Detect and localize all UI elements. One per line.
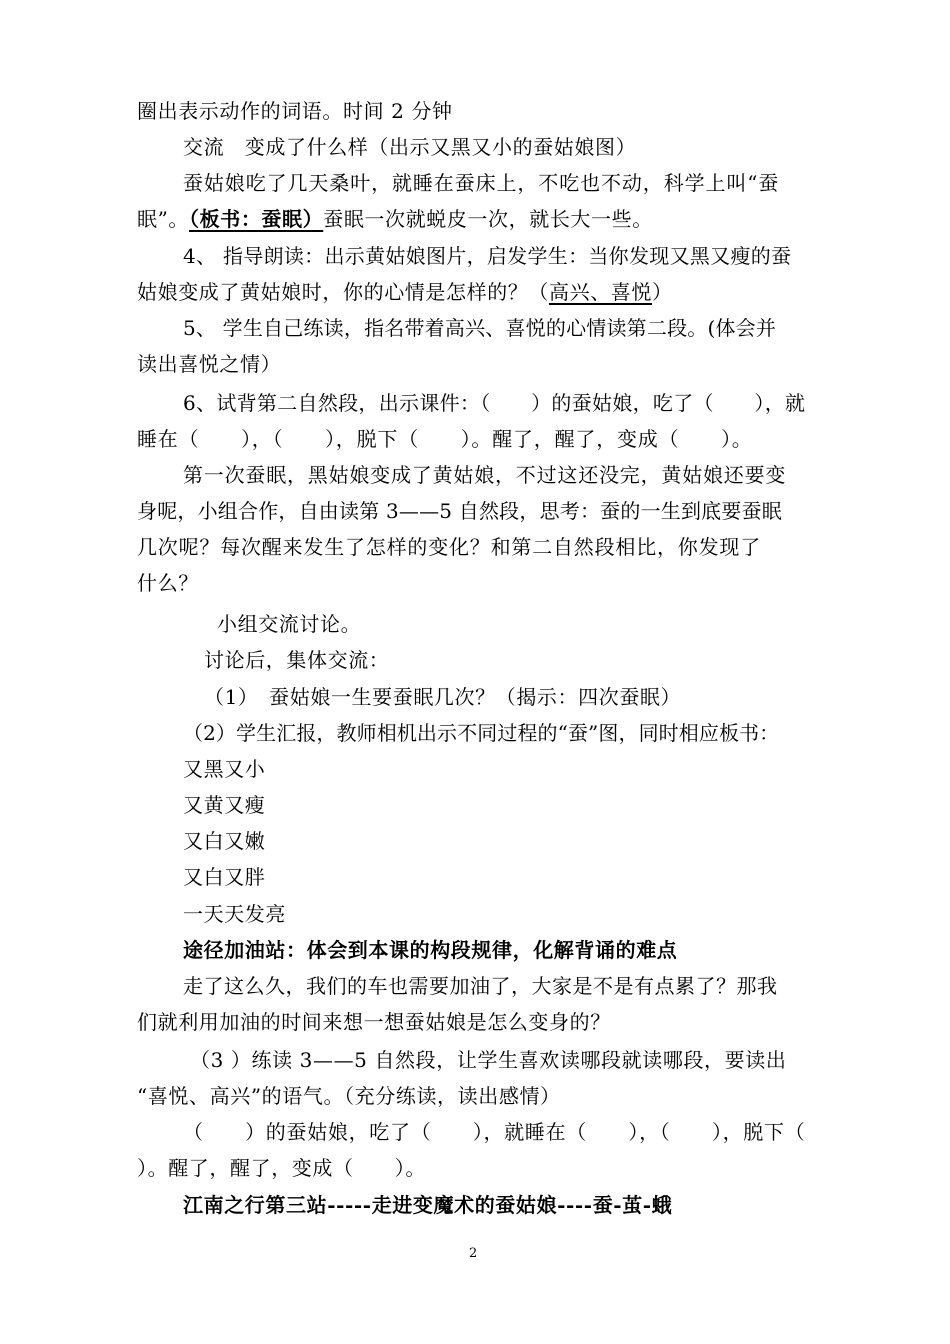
board-item: 又白又胖 [183, 865, 266, 889]
text-line-17: （1） 蚕姑娘一生要蚕眠几次？（揭示：四次蚕眠） [204, 685, 682, 709]
text-line-15: 小组交流讨论。 [217, 612, 362, 636]
text-line-6 [137, 279, 673, 305]
text-line-8: 读出喜悦之情） [137, 352, 282, 376]
text-line-22: “喜悦、高兴”的语气。（充分练读，读出感情） [137, 1084, 561, 1108]
text-line-24: ）。醒了，醒了，变成（ ）。 [137, 1156, 426, 1180]
board-item: 又黄又瘦 [183, 793, 266, 817]
text-segment: 姑娘变成了黄姑娘时，你的心情是怎样的？（ [137, 280, 549, 304]
text-line-10: 睡在（ ），（ ），脱下（ ）。醒了，醒了，变成（ ）。 [137, 427, 753, 451]
answer-underlined: 高兴、喜悦 [549, 280, 652, 304]
text-line-5: 4、 指导朗读：出示黄姑娘图片，启发学生：当你发现又黑又瘦的蚕 [183, 244, 792, 268]
text-line-7: 5、 学生自己练读，指名带着高兴、喜悦的心情读第二段。(体会并 [183, 316, 777, 340]
text-line-11: 第一次蚕眠，黑姑娘变成了黄姑娘，不过这还没完，黄姑娘还要变 [183, 463, 787, 487]
board-note: （板书：蚕眠） [189, 207, 324, 231]
text-segment: ） [652, 280, 673, 304]
text-segment: 眠”。 [137, 207, 190, 231]
text-line-9: 6、试背第二自然段，出示课件：（ ）的蚕姑娘，吃了（ ），就 [183, 391, 806, 415]
text-line-3: 蚕姑娘吃了几天桑叶，就睡在蚕床上，不吃也不动，科学上叫“蚕 [183, 171, 780, 195]
text-line-4 [137, 206, 653, 232]
text-segment: 蚕眠一次就蜕皮一次，就长大一些。 [323, 207, 653, 231]
board-item: 又白又嫩 [183, 829, 266, 853]
text-line-19: 走了这么久，我们的车也需要加油了，大家是不是有点累了？那我 [183, 974, 778, 998]
text-line-21: （3 ）练读 3——5 自然段，让学生喜欢读哪段就读哪段，要读出 [190, 1048, 787, 1072]
text-line-18: （2）学生汇报，教师相机出示不同过程的“蚕”图，同时相应板书： [183, 721, 780, 745]
section-heading: 途径加油站：体会到本课的构段规律，化解背诵的难点 [183, 938, 678, 962]
section-heading: 江南之行第三站-----走进变魔术的蚕姑娘----蚕-茧-蛾 [183, 1193, 673, 1217]
text-line-1: 圈出表示动作的词语。时间 2 分钟 [137, 99, 453, 123]
text-line-23: （ ）的蚕姑娘，吃了（ ），就睡在（ ），（ ），脱下（ [183, 1120, 806, 1144]
board-item: 又黑又小 [183, 757, 266, 781]
text-line-20: 们就利用加油的时间来想一想蚕姑娘是怎么变身的？ [137, 1010, 611, 1034]
text-line-14: 什么？ [137, 571, 199, 595]
board-item: 一天天发亮 [183, 902, 286, 926]
page-number: 2 [469, 1246, 478, 1261]
text-line-12: 身呢，小组合作，自由读第 3——5 自然段，思考：蚕的一生到底要蚕眠 [137, 499, 782, 523]
text-line-16: 讨论后，集体交流： [204, 648, 390, 672]
text-line-13: 几次呢？每次醒来发生了怎样的变化？和第二自然段相比，你发现了 [137, 535, 761, 559]
text-line-2: 交流 变成了什么样（出示又黑又小的蚕姑娘图） [183, 135, 637, 159]
